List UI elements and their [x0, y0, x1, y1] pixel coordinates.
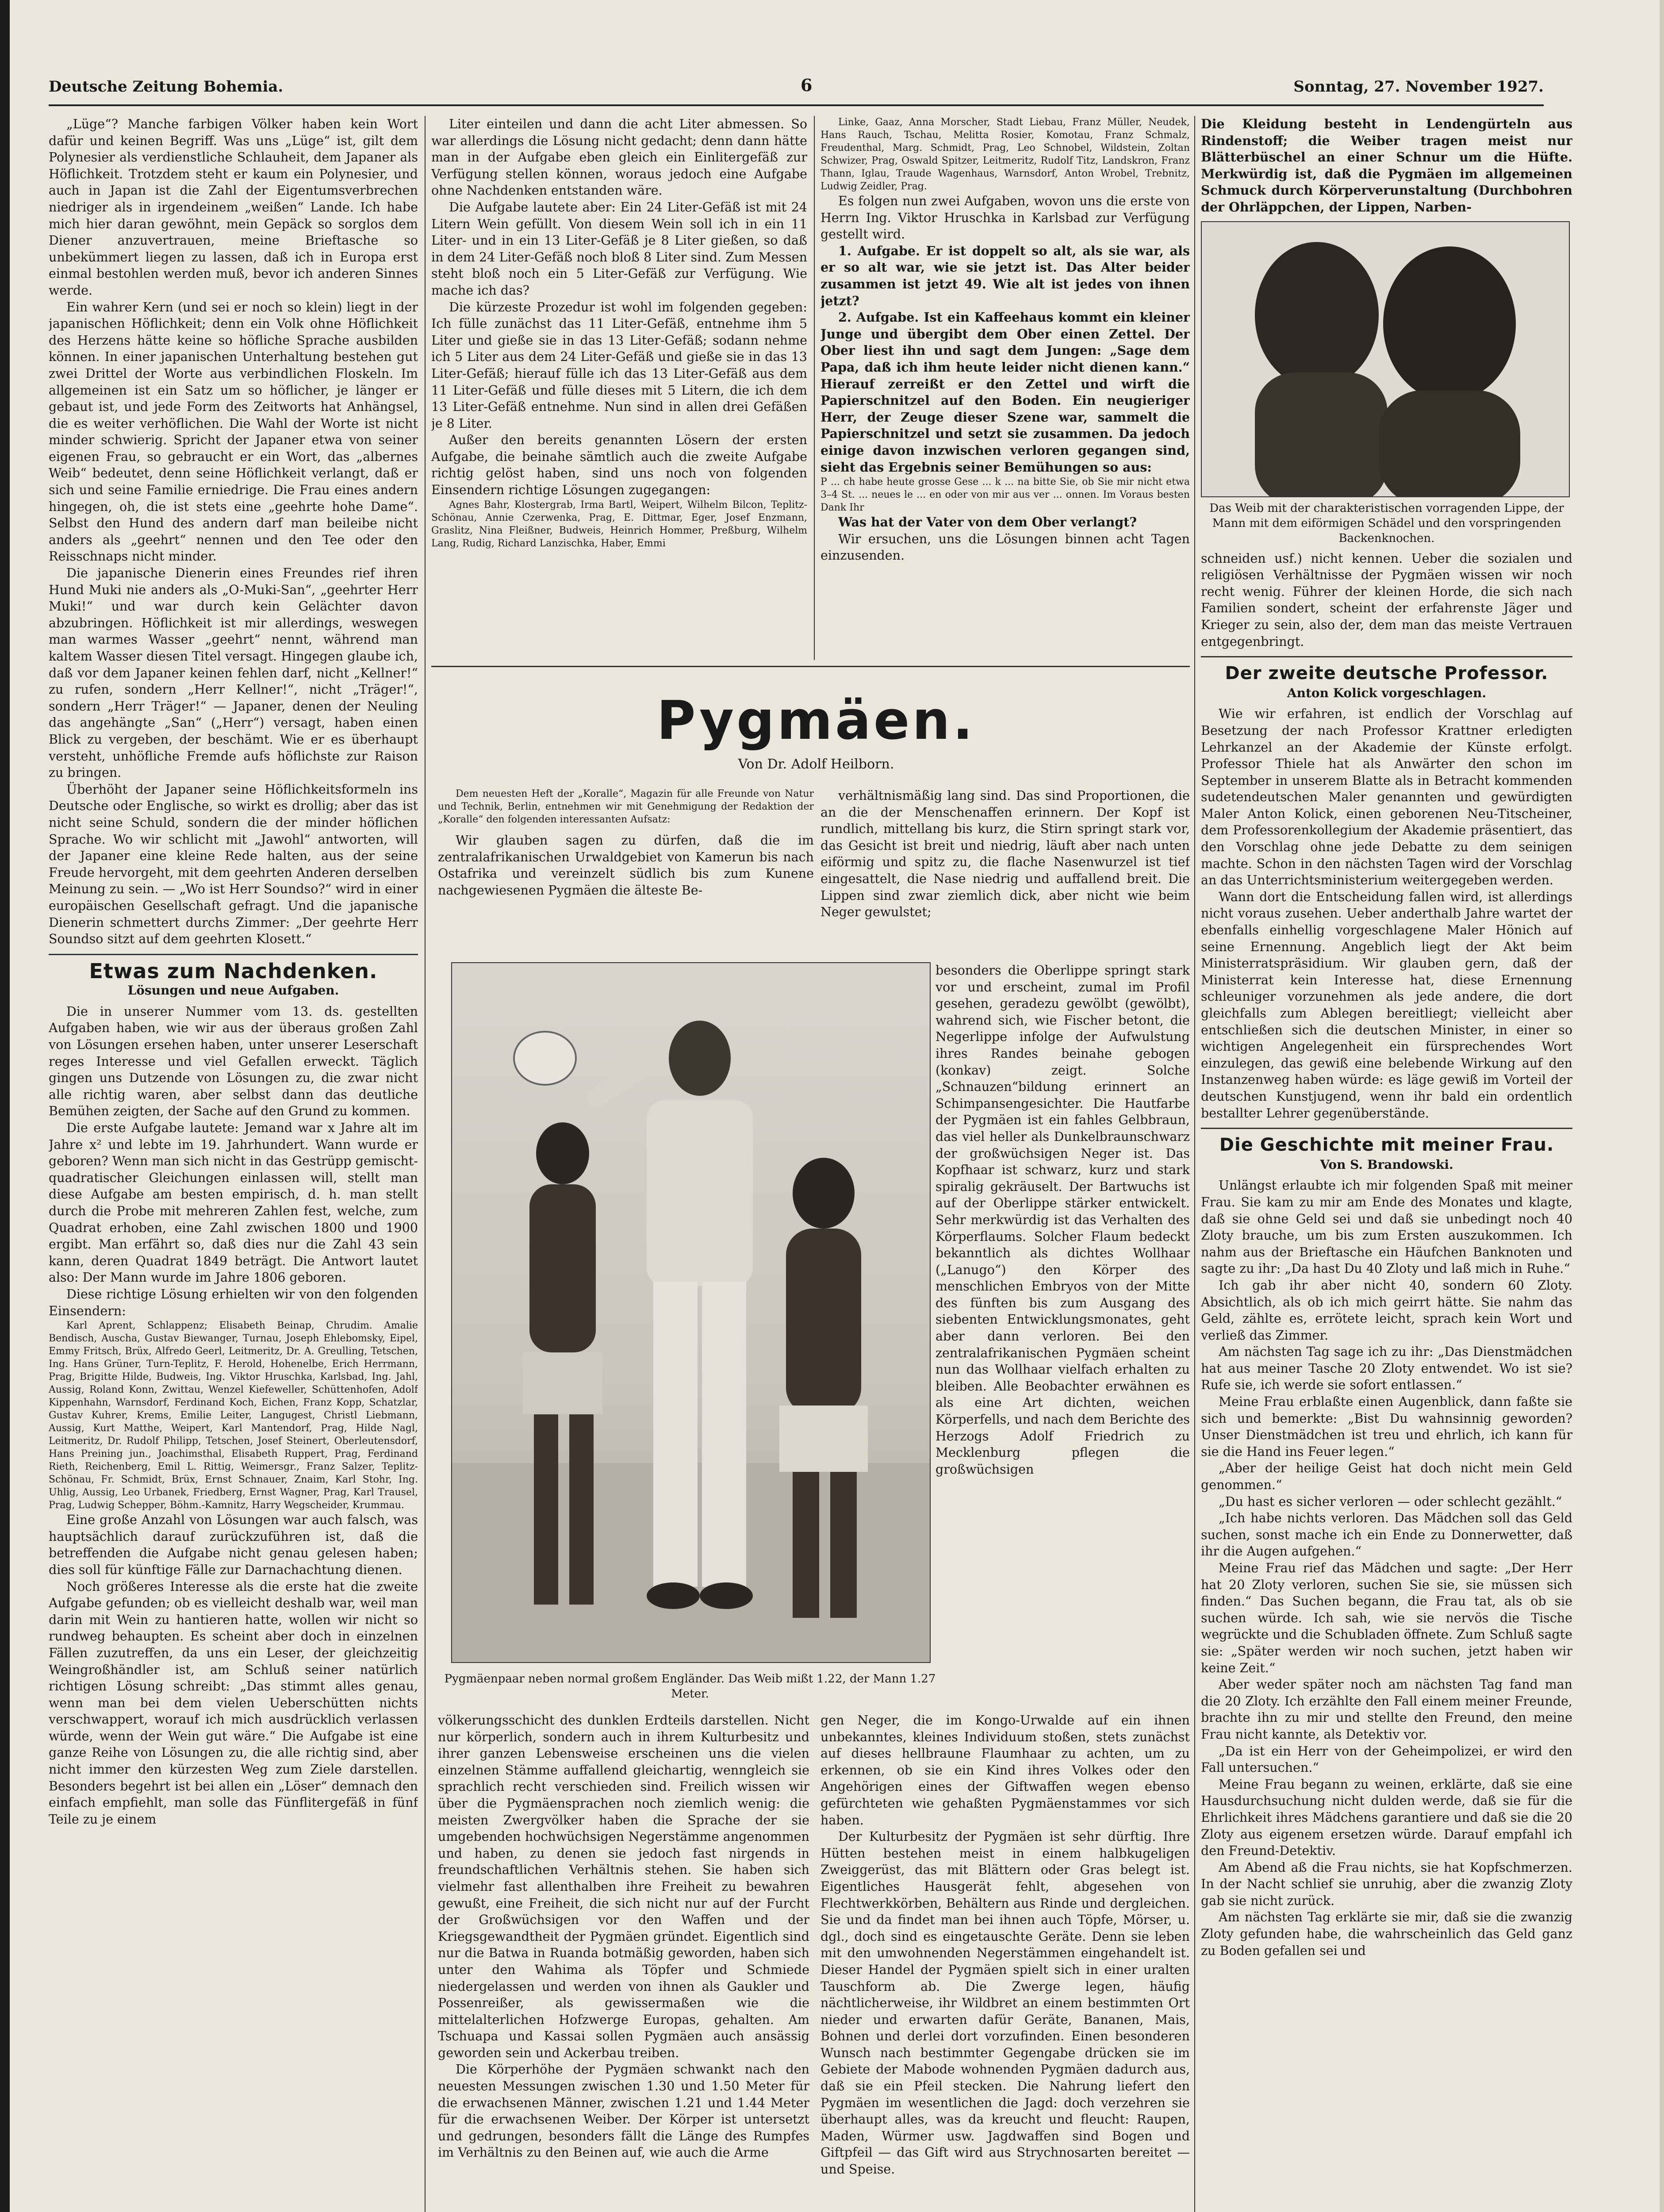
column-rule [1194, 116, 1195, 2212]
article-paragraph: Außer den bereits genannten Lösern der ersten Aufgabe, die beinahe sämtlich auch die zweite Aufgabe richtig gelöst haben, sind uns noch von folgenden Einsendern richtige Lösungen zugegangen: [431, 433, 807, 498]
article-paragraph: Am nächsten Tag sage ich zu ihr: „Das Dienstmädchen hat aus meiner Tasche 20 Zloty entwendet. Wo ist sie? Rufe sie, ich werde sie sofort entlassen.“ [1201, 1344, 1572, 1393]
note-fragment: P ... ch habe heute grosse Gese ... k ... na bitte Sie, ob Sie mir nicht etwa 3–4 St. ... neues le ... en oder von mir aus ver ... onnen. Im Voraus besten Dank Ihr [820, 476, 1190, 514]
article-paragraph: Liter einteilen und dann die acht Liter abmessen. So war allerdings die Lösung nicht gedacht; denn dann hätte man in der Aufgabe eben gleich ein Einlitergefäß zur Verfügung stellen können, woraus jedoch eine Aufgabe ohne Nachdenken entstanden wäre. [431, 117, 807, 198]
section-rule [1201, 1128, 1572, 1129]
photo-pygmy-pair-image [452, 963, 930, 1662]
column-rule [425, 116, 426, 2212]
article-paragraph: Die japanische Dienerin eines Freundes rief ihren Hund Muki nie anders als „O-Muki-San“, „geehrter Herr Muki!“ und war durch kein Gelächter davon abzubringen. Höflichkeit ist mir allerdings, weswegen man warmes Wasser „geehrt“ nennt, während man kaltem Wasser diesen Titel versagt. Hingegen glaube ich, daß vor dem Japaner keinen fehlen darf, nicht „Kellner!“ zu rufen, sondern „Herr Kellner!“, nicht „Träger!“, sondern „Herr Träger!“ — Japaner, denen der Neuling das angehängte „San“ („Herr“) versagt, haben einen Blick zu vergeben, der beschämt. Wie er es überhaupt versteht, unhöfliche Fremde aufs höflichste zur Raison zu bringen. [49, 566, 418, 780]
article-paragraph: „Aber der heilige Geist hat doch nicht mein Geld genommen.“ [1201, 1461, 1572, 1493]
article-paragraph: Wir ersuchen, uns die Lösungen binnen acht Tagen einzusenden. [820, 531, 1190, 563]
page-header [49, 75, 1544, 106]
section-subheading: Lösungen und neue Aufgaben. [127, 983, 339, 998]
article-paragraph: Ein wahrer Kern (und sei er noch so klein) liegt in der japanischen Höflichkeit; denn ein Volk ohne Höflichkeit des Herzens hätte keine so höfliche Sprache ausbilden können. In einer japanischen Unterhaltung bestehen gut zwei Drittel der Worte aus verbindlichen Floskeln. Im allgemeinen ist ein Satz um so höflicher, je länger er gebaut ist, und jede Form des Zeitworts hat Anhängsel, die es weiter verhöflichen. Die Wahl der Worte ist nicht minder schwierig. Spricht der Japaner etwa von seiner eigenen Frau, so gebraucht er ein Wort, das „albernes Weib“ bedeutet, denn seine Höflichkeit verlangt, daß er sich und seine Familie erniedrige. Die Frau eines andern hingegen, oh, die ist stets eine „geehrte hohe Dame“. Selbst den Hund des andern darf man beileibe nicht anders als „geehrt“ nennen und den Tee oder den Reisschnaps nicht minder. [49, 300, 418, 564]
article-paragraph: Aber weder später noch am nächsten Tag fand man die 20 Zloty. Ich erzählte den Fall einem meiner Freunde, brachte ihn zu mir und stellte den Freund, den meine Frau nicht kannte, als Detektiv vor. [1201, 1677, 1572, 1742]
article-author: Von Dr. Adolf Heilborn. [738, 757, 894, 772]
article-title: Pygmäen. [656, 690, 976, 752]
article-paragraph: Überhöht der Japaner seine Höflichkeitsformeln ins Deutsche oder Englische, so wirkt es drollig; aber das ist nicht seine Schuld, sondern die der minder höflichen Sprache. Wo wir schlicht mit „Jawohl“ antworten, will der Japaner eine kleine Rede halten, aus der seine Freude hervorgeht, mit dem geehrten Anderen derselben Meinung zu sein. — „Wo ist Herr Soundso?“ wird in einer europäischen Gesellschaft gefragt. Und die japanische Dienerin schmettert durchs Zimmer: „Der geehrte Herr Soundso sitzt auf dem geehrten Klosett.“ [49, 782, 418, 947]
pygmaen-column-2-bottom [438, 1712, 809, 2212]
pygmaen-column-3-bottom [820, 1712, 1190, 2212]
photo-portrait-pair [1201, 221, 1570, 497]
article-paragraph: Am Abend aß die Frau nichts, sie hat Kopfschmerzen. In der Nacht schlief sie unruhig, aber die zwanzig Zloty gab sie nicht zurück. [1201, 1860, 1572, 1908]
article-paragraph: Es folgen nun zwei Aufgaben, wovon uns die erste von Herrn Ing. Viktor Hruschka in Karlsbad zur Verfügung gestellt wird. [820, 194, 1190, 242]
section-heading: Der zweite deutsche Professor. [1225, 663, 1549, 684]
article-paragraph: Diese richtige Lösung erhielten wir von den folgenden Einsendern: [49, 1286, 418, 1318]
article-paragraph: „Du hast es sicher verloren — oder schlecht gezählt.“ [1219, 1494, 1562, 1509]
photo-caption: Das Weib mit der charakteristischen vorragenden Lippe, der Mann mit dem eiförmigen Schädel und den vorspringenden Backenknochen. [1209, 501, 1564, 545]
article-paragraph: Die in unserer Nummer vom 13. ds. gestellten Aufgaben haben, wie wir aus der überaus großen Zahl von Lösungen ersehen haben, unter unserer Leserschaft reges Interesse und viel Gefallen erweckt. Täglich gingen uns Dutzende von Lösungen zu, die zwar nicht alle richtig waren, aber selbst dann das deutliche Bemühen zeigten, der Sache auf den Grund zu kommen. [49, 1004, 418, 1119]
photo-portrait-pair-image [1202, 222, 1569, 496]
section-rule [1201, 656, 1572, 657]
pygmaen-column-3b [936, 962, 1190, 1705]
article-paragraph: gen Neger, die im Kongo-Urwalde auf ein ihnen unbekanntes, kleines Individuum stoßen, stets zunächst auf dieses hellbraune Flaumhaar zu achten, um zu erkennen, ob sie ein Kind ihres Volkes oder den Angehörigen eines der Giftwaffen wegen ebenso gefürchteten wie gehaßten Pygmäenstammes vor sich haben. [820, 1713, 1190, 1828]
article-paragraph: „Ich habe nichts verloren. Das Mädchen soll das Geld suchen, sonst mache ich ein Ende zu Donnerwetter, daß ihr die Augen aufgehen.“ [1201, 1511, 1572, 1559]
article-paragraph: „Da ist ein Herr von der Geheimpolizei, er wird den Fall untersuchen.“ [1201, 1743, 1572, 1775]
pygmaen-column-3a [820, 787, 1190, 960]
name-list: Linke, Gaaz, Anna Morscher, Stadt Liebau, Franz Müller, Neudek, Hans Rauch, Tschau, Melitta Rosier, Komotau, Franz Schmalz, Freudenthal, Marg. Schmidt, Prag, Leo Schnobel, Wildstein, Zoltan Schwizer, Prag, Oswald Spitzer, Leitmeritz, Rudolf Titz, Landskron, Franz Thann, Iglau, Traude Wagenhaus, Warnsdorf, Anton Wrobel, Trebnitz, Ludwig Zeidler, Prag. [820, 117, 1190, 192]
article-paragraph: Wann dort die Entscheidung fallen wird, ist allerdings nicht voraus zusehen. Ueber anderthalb Jahre wartet der ebenfalls einhellig vorgeschlagene Maler Hönich auf seine Ernennung. Angeblich liegt der Akt beim Ministerratspräsidium. Wir glauben gern, daß der Ministerrat kein Interesse hat, diese Ernennung schleuniger vorzunehmen als jede andere, die dort gleichfalls zum Ablegen bereitliegt; vielleicht aber entschließen sich die deutschen Minister, in einer so wichtigen Angelegenheit ein fürsprechendes Wort einzulegen, das gewiß eine belebende Wirkung auf den Instanzenweg haben würde: es läge gewiß im Vorteil der deutschen Kunstjugend, wenn ihr bald ein ordentlich bestallter Lehrer gegenüberstände. [1201, 889, 1572, 1121]
section-heading: Etwas zum Nachdenken. [89, 959, 378, 983]
section-subheading: Von S. Brandowski. [1320, 1157, 1453, 1172]
pygmaen-intro-column [438, 787, 814, 964]
article-paragraph: Meine Frau rief das Mädchen und sagte: „Der Herr hat 20 Zloty verloren, suchen Sie sie, sie müssen sich finden.“ Das Suchen begann, die Frau tat, als ob sie suchen würde. Ich sah, wie sie nervös die Tische wegrückte und die Schubladen öffnete. Zum Schluß sagte sie: „Später werden wir noch suchen, jetzt haben wir keine Zeit.“ [1201, 1561, 1572, 1675]
name-list: Agnes Bahr, Klostergrab, Irma Bartl, Weipert, Wilhelm Bilcon, Teplitz-Schönau, Annie Czerwenka, Prag, E. Dittmar, Eger, Josef Enzmann, Graslitz, Nina Fleißner, Budweis, Heinrich Hommer, Preßburg, Wilhelm Lang, Rudig, Richard Lanzischka, Haber, Emmi [431, 499, 807, 549]
column-3-top [820, 116, 1190, 662]
article-paragraph: völkerungsschicht des dunklen Erdteils darstellen. Nicht nur körperlich, sondern auch in ihrem Kulturbesitz und ihrer ganzen Lebensweise erscheinen uns die vielen einzelnen Stämme auffallend gleichartig, wenngleich sie sprachlich recht verschieden sind. Freilich wissen wir über die Pygmäensprachen noch ziemlich wenig: die meisten Zwergvölker haben die Sprache der sie umgebenden hochwüchsigen Negerstämme angenommen und haben, zu denen sie jedoch fast nirgends in freundschaftlichen Verhältnis stehen. Sie haben sich vielmehr fast allenthalben ihre Freiheit zu bewahren gewußt, eine Freiheit, die sich nicht nur auf der Furcht der Großwüchsigen vor den Waffen und der Kriegsgewandtheit der Pygmäen gründet. Eigentlich sind nur die Batwa in Ruanda botmäßig geworden, haben sich unter den Wahima als Töpfer und Schmiede niedergelassen und werden von ihnen als Gaukler und Possenreißer, als gewissermaßen wie die mittelalterlichen Hofzwerge Europas, gehalten. Am Tschuapa und Kassai sollen Pygmäen auch ansässig geworden sein und Ackerbau treiben. [438, 1713, 809, 2060]
newspaper-name: Deutsche Zeitung Bohemia. [49, 78, 284, 96]
section-subheading: Anton Kolick vorgeschlagen. [1287, 685, 1487, 700]
article-paragraph: Der Kulturbesitz der Pygmäen ist sehr dürftig. Ihre Hütten bestehen meist in einem halbkugeligen Zweiggerüst, das mit Blättern oder Gras belegt ist. Eigentliches Hausgerät fehlt, abgesehen von Flechtwerkkörben, Behältern aus Rinde und dergleichen. Sie und da findet man bei ihnen auch Töpfe, Mörser, u. dgl., doch sind es eingetauschte Geräte. Denn sie leben mit den umwohnenden Negerstämmen eingehandelt ist. Dieser Handel der Pygmäen spielt sich in einer uralten Tauschform ab. Die Zwerge legen, häufig nächtlicherweise, ihr Wildbret an einem bestimmten Ort nieder und erwarten dafür Geräte, Bananen, Mais, Bohnen und derlei dort vorzufinden. Einen besonderen Wunsch nach bestimmter Gegengabe drücken sie im Gebiete der Mabode wohnenden Pygmäen dadurch aus, daß sie ein Pfeil stecken. Die Nahrung liefert den Pygmäen im wesentlichen die Jagd: doch verzehren sie überhaupt alles, was da kreucht und fleucht: Raupen, Maden, Würmer usw. Jagdwaffen sind Bogen und Giftpfeil — das Gift wird aus Strychnosarten bereitet — und Speise. [820, 1829, 1190, 2177]
photo-caption: Pygmäenpaar neben normal großem Engländer. Das Weib mißt 1.22, der Mann 1.27 Meter. [444, 1672, 936, 1701]
column-4 [1201, 116, 1572, 2212]
name-list: Karl Aprent, Schlappenz; Elisabeth Beinap, Chrudim. Amalie Bendisch, Auscha, Gustav Biewanger, Turnau, Joseph Ehlebomsky, Eipel, Emmy Fritsch, Brüx, Alfredo Geerl, Leitmeritz, Dr. A. Greulling, Tetschen, Ing. Hans Grüner, Turn-Teplitz, F. Herold, Hohenelbe, Erich Herrmann, Prag, Brigitte Hilde, Budweis, Ing. Viktor Hruschka, Karlsbad, Ing. Jahl, Aussig, Roland Konn, Zwittau, Wenzel Kiefeweller, Schüttenhofen, Adolf Kippenhahn, Warnsdorf, Ferdinand Koch, Eichen, Franz Kopp, Schatzlar, Gustav Kuhrer, Krems, Emilie Leiter, Langugest, Christl Liebmann, Aussig, Kurt Matthe, Weipert, Karl Mantendorf, Prag, Hilde Nagl, Leitmeritz, Dr. Rudolf Philipp, Tetschen, Josef Steinert, Oberleutensdorf, Hans Preining jun., Joachimsthal, Elisabeth Ruppert, Prag, Ferdinand Rieth, Reichenberg, Emil L. Rittig, Weimersgr., Franz Salzer, Teplitz-Schönau, Fr. Schmidt, Brüx, Ernst Schnauer, Znaim, Karl Stohr, Ing. Uhlig, Aussig, Leo Urbanek, Friedberg, Ernst Wagner, Prag, Karl Trausel, Prag, Ludwig Schepper, Böhm.-Kamnitz, Harry Wegscheider, Krummau. [49, 1320, 418, 1511]
article-paragraph: Meine Frau erblaßte einen Augenblick, dann faßte sie sich und bemerkte: „Bist Du wahnsinnig geworden? Unser Dienstmädchen ist treu und ehrlich, ich kann für sie die Hand ins Feuer legen.“ [1201, 1394, 1572, 1459]
column-1 [49, 116, 418, 2212]
article-paragraph: Unlängst erlaubte ich mir folgenden Spaß mit meiner Frau. Sie kam zu mir am Ende des Monates und klagte, daß sie ohne Geld sei und daß sie unbedingt noch 40 Zloty brauche, um bis zum Ersten auszukommen. Ich nahm aus der Brieftasche ein Häufchen Banknoten und sagte zu ihr: „Da hast Du 40 Zloty und laß mich in Ruhe.“ [1201, 1178, 1572, 1276]
photo-pygmy-pair [451, 962, 931, 1663]
task-question: Was hat der Vater von dem Ober verlangt? [838, 515, 1137, 530]
section-heading: Die Geschichte mit meiner Frau. [1219, 1135, 1554, 1156]
article-paragraph: Wie wir erfahren, ist endlich der Vorschlag auf Besetzung der nach Professor Krattner erledigten Lehrkanzel an der Akademie der Künste erfolgt. Professor Thiele hat als Anwärter den schon im September in unserem Blatte als in Betracht kommenden sudetendeutschen Maler genannten und gewürdigten Maler Anton Kolick, einen geborenen Neu-Titscheiner, dem Professorenkollegium der Akademie präsentiert, das den Vorschlag ohne jede Debatte zu dem seinigen machte. Schon in den nächsten Tagen wird der Vorschlag an das Unterrichtsministerium weitergegeben werden. [1201, 707, 1572, 888]
article-paragraph: Die Aufgabe lautete aber: Ein 24 Liter-Gefäß ist mit 24 Litern Wein gefüllt. Von diesem Wein soll ich in ein 11 Liter- und in ein 13 Liter-Gefäß je 8 Liter gießen, so daß in dem 24 Liter-Gefäß noch bloß 8 Liter sind. Zum Messen steht bloß noch ein 5 Liter-Gefäß zur Verfügung. Wie mache ich das? [431, 200, 807, 298]
section-rule [49, 954, 418, 955]
article-paragraph: Eine große Anzahl von Lösungen war auch falsch, was hauptsächlich darauf zurückzuführen ist, daß die betreffenden die Aufgabe nicht genau gelesen haben; dies soll für künftige Fälle zur Darnachachtung dienen. [49, 1513, 418, 1577]
page-number: 6 [801, 75, 813, 95]
article-paragraph: „Lüge“? Manche farbigen Völker haben kein Wort dafür und keinen Begriff. Was uns „Lüge“ ist, gilt dem Polynesier als verdienstliche Schlauheit, dem Japaner als Höflichkeit. Trotzdem steht er kaum ein Polynesier, und auch in Japan ist die Zahl der Eigentumsverbrechen niedriger als in irgendeinem „weißen“ Lande. Ich habe mich hier daran gewöhnt, mein Gepäck so sorglos dem Diener anzuvertrauen, meine Brieftasche so unbekümmert liegen zu lassen, daß ich in Europa erst einmal bestohlen werden muß, bevor ich anderen Sinnes werde. [49, 117, 418, 298]
column-rule [814, 116, 815, 660]
issue-date: Sonntag, 27. November 1927. [1293, 78, 1544, 96]
article-paragraph: verhältnismäßig lang sind. Das sind Proportionen, die an die der Menschenaffen erinnern. Der Kopf ist rundlich, mittellang bis kurz, die Stirn springt stark vor, das Gesicht ist breit und niedrig, läuft aber nach unten eiförmig und spitz zu, die flache Nasenwurzel ist tief eingesattelt, die Nase niedrig und auffallend breit. Die Lippen sind zwar ziemlich dick, aber nicht wie beim Neger gewulstet; [820, 788, 1190, 920]
article-paragraph: Ich gab ihr aber nicht 40, sondern 60 Zloty. Absichtlich, als ob ich mich geirrt hätte. Sie nahm das Geld, zählte es, errötete leicht, sprach kein Wort und verließ das Zimmer. [1201, 1278, 1572, 1343]
article-paragraph: Am nächsten Tag erklärte sie mir, daß sie die zwanzig Zloty gefunden habe, die wahrscheinlich das Geld ganz zu Boden gefallen sei und [1201, 1910, 1572, 1958]
article-paragraph: schneiden usf.) nicht kennen. Ueber die sozialen und religiösen Verhältnisse der Pygmäen wissen wir noch recht wenig. Führer der kleinen Horde, die sich nach Familien sondert, scheint der erfahrenste Jäger und Krieger zu sein, also der, dem man das meiste Vertrauen entgegenbringt. [1201, 551, 1572, 649]
article-paragraph: Die kürzeste Prozedur ist wohl im folgenden gegeben: Ich fülle zunächst das 11 Liter-Gefäß, entnehme ihm 5 Liter und gieße sie in das 13 Liter-Gefäß; sodann nehme ich 5 Liter aus dem 24 Liter-Gefäß und gieße sie in das 13 Liter-Gefäß; hierauf fülle ich das 13 Liter-Gefäß aus dem 11 Liter-Gefäß und fülle dieses mit 5 Litern, die ich dem 13 Liter-Gefäß entnehme. Nun sind in allen drei Gefäßen je 8 Liter. [431, 300, 807, 431]
article-paragraph: Die erste Aufgabe lautete: Jemand war x Jahre alt im Jahre x² und lebte im 19. Jahrhundert. Wann wurde er geboren? Wenn man sich nicht in das Gestrüpp gemischt-quadratischer Gleichungen einlassen will, stellt man diese Aufgabe am besten empirisch, d. h. man stellt durch die Probe mit mehreren Zahlen fest, welche, zum Quadrat erhoben, eine Zahl zwischen 1800 und 1900 ergibt. Man erfährt so, daß dies nur die Zahl 43 sein kann, deren Quadrat 1849 beträgt. Die Antwort lautet also: Der Mann wurde im Jahre 1806 geboren. [49, 1121, 418, 1285]
article-paragraph: Meine Frau begann zu weinen, erklärte, daß sie eine Hausdurchsuchung nicht dulden werde, daß sie für die Ehrlichkeit ihres Mädchens garantiere und daß sie die 20 Zloty aus eigenem ersetzen würde. Darauf empfahl ich den Freund-Detektiv. [1201, 1777, 1572, 1859]
article-paragraph: besonders die Oberlippe springt stark vor und erscheint, zumal im Profil gesehen, geradezu gewölbt (gewölbt), wahrend sich, wie Fischer betont, die Negerlippe infolge der Aufwulstung ihres Randes beinahe gebogen (konkav) zeigt. Solche „Schnauzen“bildung erinnert an Schimpansengesichter. Die Hautfarbe der Pygmäen ist ein fahles Gelbbraun, das viel heller als Dunkelbraunschwarz der großwüchsigen Neger ist. Das Kopfhaar ist schwarz, kurz und stark spiralig gekräuselt. Der Bartwuchs ist auf der Oberlippe stärker entwickelt. Sehr merkwürdig ist das Verhalten des Körperflaums. Solcher Flaum bedeckt bekanntlich als dichtes Wollhaar („Lanugo“) den Körper des menschlichen Embryos von der Mitte des fünften bis zum Ausgang des siebenten Entwicklungsmonates, geht aber dann verloren. Bei den zentralafrikanischen Pygmäen scheint nun das Wollhaar vielfach erhalten zu bleiben. Alle Beobachter erwähnen es als eine Art dichten, weichen Körperfells, und nach dem Berichte des Herzogs Adolf Friedrich zu Mecklenburg pflegen die großwüchsigen [936, 963, 1190, 1477]
intro-note: Dem neuesten Heft der „Koralle“, Magazin für alle Freunde von Natur und Technik, Berlin, entnehmen wir mit Genehmigung der Redaktion der „Koralle“ den folgenden interessanten Aufsatz: [438, 788, 814, 825]
scan-edge [0, 0, 10, 2212]
task-1: 1. Aufgabe. Er ist doppelt so alt, als sie war, als er so alt war, wie sie jetzt ist. Das Alter beider zusammen ist jetzt 49. Wie alt ist jedes von ihnen jetzt? [820, 243, 1190, 308]
section-rule [431, 666, 1190, 667]
article-paragraph: Die Körperhöhe der Pygmäen schwankt nach den neuesten Messungen zwischen 1.30 und 1.50 Meter für die erwachsenen Männer, zwischen 1.21 und 1.44 Meter für die erwachsenen Weiber. Der Körper ist untersetzt und gedrungen, besonders fällt die Länge des Rumpfes im Verhältnis zu den Beinen auf, wie auch die Arme [438, 2062, 809, 2160]
task-2: 2. Aufgabe. Ist ein Kaffeehaus kommt ein kleiner Junge und übergibt dem Ober einen Zettel. Der Ober liest ihn und sagt dem Jungen: „Sage dem Papa, daß ich ihm heute leider nicht dienen kann.“ Hierauf zerreißt er den Zettel und wirft die Papierschnitzel auf den Boden. Ein neugieriger Herr, der Zeuge dieser Szene war, sammelt die Papierschnitzel und setzt sie zusammen. Da jedoch einige davon inzwischen verloren gegangen sind, sieht das Ergebnis seiner Bemühungen so aus: [820, 310, 1190, 475]
article-paragraph: Die Kleidung besteht in Lendengürteln aus Rindenstoff; die Weiber tragen meist nur Blätterbüschel an einer Schnur um die Hüfte. Merkwürdig ist, daß die Pygmäen im allgemeinen Schmuck durch Körperverunstaltung (Durchbohren der Ohrläppchen, der Lippen, Narben- [1201, 116, 1572, 215]
column-2-top [431, 116, 807, 662]
article-paragraph: Noch größeres Interesse als die erste hat die zweite Aufgabe gefunden; ob es vielleicht deshalb war, weil man darin mit Wein zu hantieren hatte, wollen wir nicht so rundweg behaupten. Es scheint aber doch in einzelnen Fällen zuzutreffen, da uns ein Leser, der gleichzeitig Weingroßhändler ist, am Schluß seiner natürlich richtigen Lösung schreibt: „Das stimmt alles genau, wenn man bei dem vielen Ueberschütten nichts verschwappert, worauf ich mich ausdrücklich verlassen würde, wenn der Wein gut wäre.“ Die Aufgabe ist eine ganze Reihe von Lösungen zu, die alle richtig sind, aber nicht immer den kürzesten Weg zum Ziele darstellen. Besonders begehrt ist bei allen ein „Löser“ demnach den einfach empfiehlt, man solle das Fünflitergefäß in fünf Teile zu je einem [49, 1579, 418, 1827]
scan-edge-right [1660, 0, 1664, 2212]
article-paragraph: Wir glauben sagen zu dürfen, daß die im zentralafrikanischen Urwaldgebiet von Kamerun bis nach Ostafrika und vereinzelt südlich bis zum Kunene nachgewiesenen Pygmäen die älteste Be- [438, 833, 814, 898]
